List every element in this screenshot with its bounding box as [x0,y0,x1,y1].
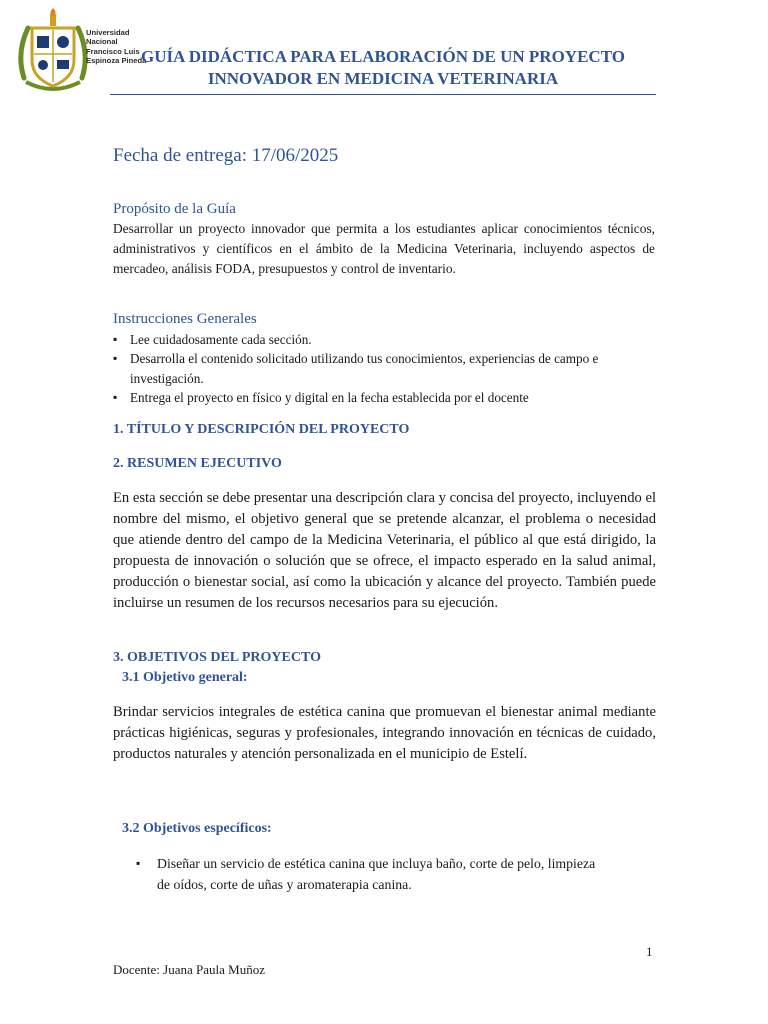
general-objective-heading: 3.1 Objetivo general: [122,670,248,685]
list-item: ▪ Lee cuidadosamente cada sección. [113,330,658,349]
due-date: Fecha de entrega: 17/06/2025 [113,145,339,166]
instructions-heading: Instrucciones Generales [113,311,257,327]
document-title-line1: GUÍA DIDÁCTICA PARA ELABORACIÓN DE UN PROYECTO [141,47,625,66]
university-name-line: Espinoza Pineda [86,56,147,66]
specific-objectives-list [136,853,606,895]
general-objective-text: Brindar servicios integrales de estética canina que promuevan el bienestar animal mediante prácticas higiénicas, seguras y profesionales, integrando innovación en técnicas de cuidado, productos naturales y atención personalizada en el municipio de Estelí. [113,704,656,762]
document-title [110,46,656,90]
section2-text: En esta sección se debe presentar una descripción clara y concisa del proyecto, incluyendo el nombre del mismo, el objetivo general que se pretende alcanzar, el problema o necesidad que atiende dentro del campo de la Medicina Veterinaria, el público al que está dirigido, la propuesta de innovación o solución que se ofrece, el impacto esperado en la salud animal, producción o bienestar social, así como la ubicación y alcance del proyecto. También puede incluirse un resumen de los recursos necesarios para su ejecución. [113,490,656,611]
section3-heading: 3. OBJETIVOS DEL PROYECTO [113,650,321,665]
page-number: 1 [646,944,653,959]
university-name-line: Nacional [86,37,118,47]
purpose-text: Desarrollar un proyecto innovador que permita a los estudiantes aplicar conocimientos técnicos, administrativos y científicos en el ámbito de la Medicina Veterinaria, incluyendo aspectos de mercadeo, análisis FODA, presupuestos y control de inventario. [113,221,655,276]
specific-objectives-heading: 3.2 Objetivos específicos: [122,821,272,836]
list-item: ▪ Diseñar un servicio de estética canina que incluya baño, corte de pelo, limpieza de oídos, corte de uñas y aromaterapia canina. [136,853,606,895]
section1-heading: 1. TÍTULO Y DESCRIPCIÓN DEL PROYECTO [113,422,410,437]
list-item: ▪ Entrega el proyecto en físico y digital en la fecha establecida por el docente [113,388,658,407]
university-name-line: Universidad [86,28,130,37]
document-title-line2: INNOVADOR EN MEDICINA VETERINARIA [207,69,559,88]
purpose-heading: Propósito de la Guía [113,201,236,217]
university-crest-icon [14,8,92,96]
footer-teacher: Docente: Juana Paula Muñoz [113,962,265,977]
instructions-list [113,330,658,408]
university-name-line: Francisco Luis [86,46,140,56]
section2-heading: 2. RESUMEN EJECUTIVO [113,456,282,471]
header-divider [110,94,656,95]
list-item: ▪ Desarrolla el contenido solicitado utilizando tus conocimientos, experiencias de campo e investigación. [113,349,658,388]
